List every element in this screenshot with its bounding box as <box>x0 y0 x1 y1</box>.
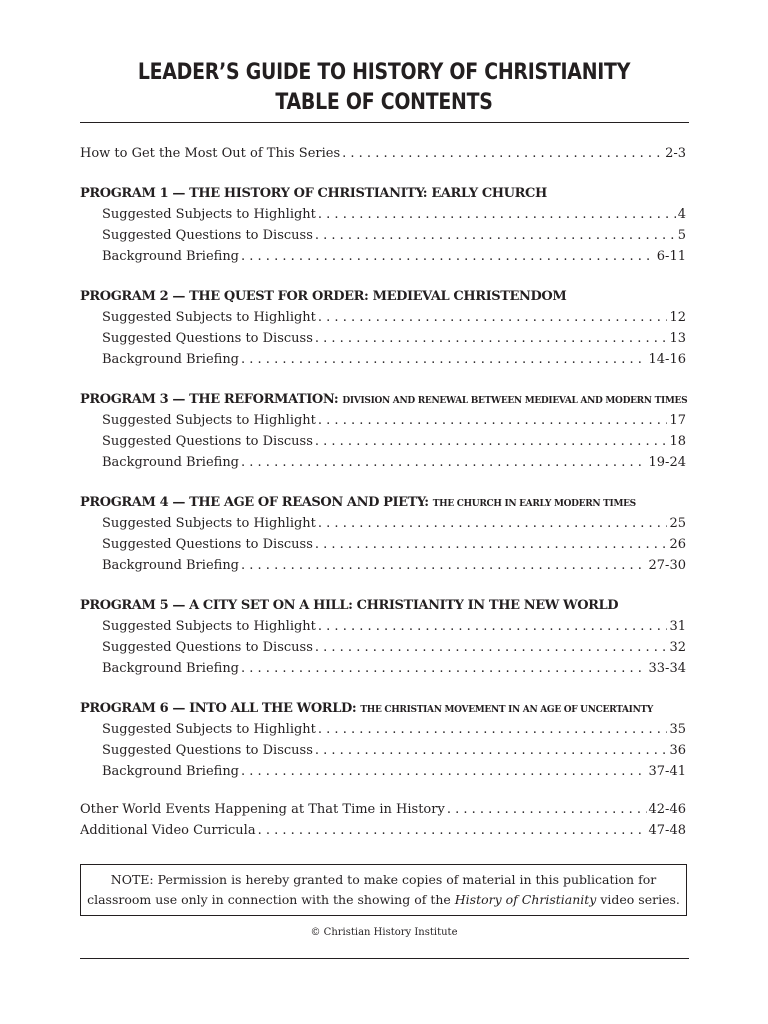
toc-entry[interactable] <box>80 637 686 658</box>
program-title: PROGRAM 5 — A CITY SET ON A HILL: CHRISTIANITY IN THE NEW WORLD <box>80 598 619 613</box>
program-heading <box>80 595 686 616</box>
toc-entry-label: Background Briefing <box>102 558 240 573</box>
program-subtitle: THE CHRISTIAN MOVEMENT IN AN AGE OF UNCERTAINTY <box>360 705 654 715</box>
toc-entry-page: 33-34 <box>648 661 686 676</box>
toc-entry-page: 14-16 <box>648 352 686 367</box>
dot-leader <box>241 761 647 782</box>
toc-entry[interactable] <box>80 349 686 370</box>
toc-entry[interactable] <box>80 246 686 267</box>
toc-entry-page: 42-46 <box>648 802 686 817</box>
dot-leader <box>318 719 668 740</box>
toc-entry-page: 32 <box>669 640 686 655</box>
spacer <box>80 782 686 799</box>
bottom-divider <box>80 958 689 959</box>
toc-entry-label: Background Briefing <box>102 764 240 779</box>
closing-entries <box>80 799 686 841</box>
program-subtitle: DIVISION AND RENEWAL BETWEEN MEDIEVAL AND MODERN TIMES <box>342 396 688 406</box>
dot-leader <box>318 307 668 328</box>
toc-entry-label: Suggested Questions to Discuss <box>102 537 313 552</box>
toc-entry-label: Background Briefing <box>102 455 240 470</box>
toc-entry-intro[interactable] <box>80 143 686 164</box>
toc-entry[interactable] <box>80 410 686 431</box>
top-divider <box>80 122 689 123</box>
dot-leader <box>318 513 668 534</box>
toc-entry-page: 12 <box>669 310 686 325</box>
toc-entry-label: Additional Video Curricula <box>80 823 256 838</box>
program-heading <box>80 183 686 204</box>
toc-entry-label: Suggested Questions to Discuss <box>102 640 313 655</box>
program-heading <box>80 389 686 410</box>
dot-leader <box>241 452 647 473</box>
toc-entry[interactable] <box>80 761 686 782</box>
dot-leader <box>318 410 668 431</box>
toc-entry-page: 13 <box>669 331 686 346</box>
program-heading <box>80 286 686 307</box>
toc-entry[interactable] <box>80 204 686 225</box>
toc-entry[interactable] <box>80 719 686 740</box>
toc-entry-label: Suggested Questions to Discuss <box>102 743 313 758</box>
toc-entry-page: 18 <box>669 434 686 449</box>
toc-entry[interactable] <box>80 555 686 576</box>
toc-entry[interactable] <box>80 658 686 679</box>
program-heading <box>80 492 686 513</box>
toc-entry-page: 47-48 <box>648 823 686 838</box>
program-title: PROGRAM 6 — INTO ALL THE WORLD: <box>80 701 357 716</box>
toc-entry-label: Suggested Questions to Discuss <box>102 331 313 346</box>
toc-entry-label: Suggested Questions to Discuss <box>102 434 313 449</box>
toc-entry[interactable] <box>80 799 686 820</box>
toc-entry[interactable] <box>80 820 686 841</box>
program-list <box>80 183 686 782</box>
program-title: PROGRAM 2 — THE QUEST FOR ORDER: MEDIEVAL CHRISTENDOM <box>80 289 567 304</box>
dot-leader <box>315 225 676 246</box>
toc-entry-page: 6-11 <box>656 249 686 264</box>
title-line-2: TABLE OF CONTENTS <box>275 90 493 115</box>
toc-entry-label: Suggested Subjects to Highlight <box>102 413 316 428</box>
note-text-before: NOTE: Permission is hereby granted to make copies of material in this publication for classroom use only in connection with the showing of the <box>87 872 657 907</box>
toc-entry-label: Background Briefing <box>102 249 240 264</box>
toc-entry-label: Suggested Subjects to Highlight <box>102 207 316 222</box>
toc-entry-label: Suggested Subjects to Highlight <box>102 516 316 531</box>
toc-entry-label: How to Get the Most Out of This Series <box>80 146 341 161</box>
toc-entry[interactable] <box>80 616 686 637</box>
toc-entry[interactable] <box>80 534 686 555</box>
dot-leader <box>315 328 668 349</box>
toc-entry-page: 27-30 <box>648 558 686 573</box>
dot-leader <box>315 534 668 555</box>
toc-entry-page: 25 <box>669 516 686 531</box>
toc-entry-page: 37-41 <box>648 764 686 779</box>
program-subtitle: THE CHURCH IN EARLY MODERN TIMES <box>432 499 636 509</box>
program-title: PROGRAM 3 — THE REFORMATION: <box>80 392 339 407</box>
toc-entry-page: 2-3 <box>665 146 686 161</box>
toc-entry-label: Suggested Subjects to Highlight <box>102 619 316 634</box>
toc-entry-label: Other World Events Happening at That Time in History <box>80 802 445 817</box>
dot-leader <box>318 616 668 637</box>
toc-entry-page: 31 <box>669 619 686 634</box>
dot-leader <box>315 431 668 452</box>
note-italic-title: History of Christianity <box>454 892 597 907</box>
toc-entry[interactable] <box>80 307 686 328</box>
permission-note <box>80 864 687 916</box>
dot-leader <box>318 204 676 225</box>
program-heading <box>80 698 686 719</box>
dot-leader <box>315 740 668 761</box>
toc-entry-label: Suggested Questions to Discuss <box>102 228 313 243</box>
dot-leader <box>241 658 647 679</box>
toc-entry[interactable] <box>80 328 686 349</box>
toc-entry-label: Suggested Subjects to Highlight <box>102 722 316 737</box>
toc-entry-label: Suggested Subjects to Highlight <box>102 310 316 325</box>
note-text-after: video series. <box>596 892 680 907</box>
dot-leader <box>258 820 647 841</box>
copyright-notice: © Christian History Institute <box>310 927 458 938</box>
toc-entry[interactable] <box>80 431 686 452</box>
dot-leader <box>315 637 668 658</box>
toc-entry-page: 4 <box>677 207 686 222</box>
title-line-1: LEADER’S GUIDE TO HISTORY OF CHRISTIANITY <box>137 60 631 85</box>
toc-entry-label: Background Briefing <box>102 352 240 367</box>
program-title: PROGRAM 4 — THE AGE OF REASON AND PIETY: <box>80 495 429 510</box>
dot-leader <box>241 555 647 576</box>
dot-leader <box>241 349 647 370</box>
program-title: PROGRAM 1 — THE HISTORY OF CHRISTIANITY: EARLY CHURCH <box>80 186 547 201</box>
toc-entry-page: 26 <box>669 537 686 552</box>
toc-entry[interactable] <box>80 452 686 473</box>
dot-leader <box>342 143 663 164</box>
toc-entry-page: 19-24 <box>648 455 686 470</box>
dot-leader <box>447 799 647 820</box>
dot-leader <box>241 246 655 267</box>
toc-entry-page: 17 <box>669 413 686 428</box>
toc-entry-page: 36 <box>669 743 686 758</box>
toc-entry[interactable] <box>80 740 686 761</box>
toc-entry[interactable] <box>80 513 686 534</box>
page-title <box>54 58 714 118</box>
toc-entry[interactable] <box>80 225 686 246</box>
toc-entry-page: 35 <box>669 722 686 737</box>
toc-entry-label: Background Briefing <box>102 661 240 676</box>
toc-entry-page: 5 <box>677 228 686 243</box>
table-of-contents <box>80 143 686 841</box>
